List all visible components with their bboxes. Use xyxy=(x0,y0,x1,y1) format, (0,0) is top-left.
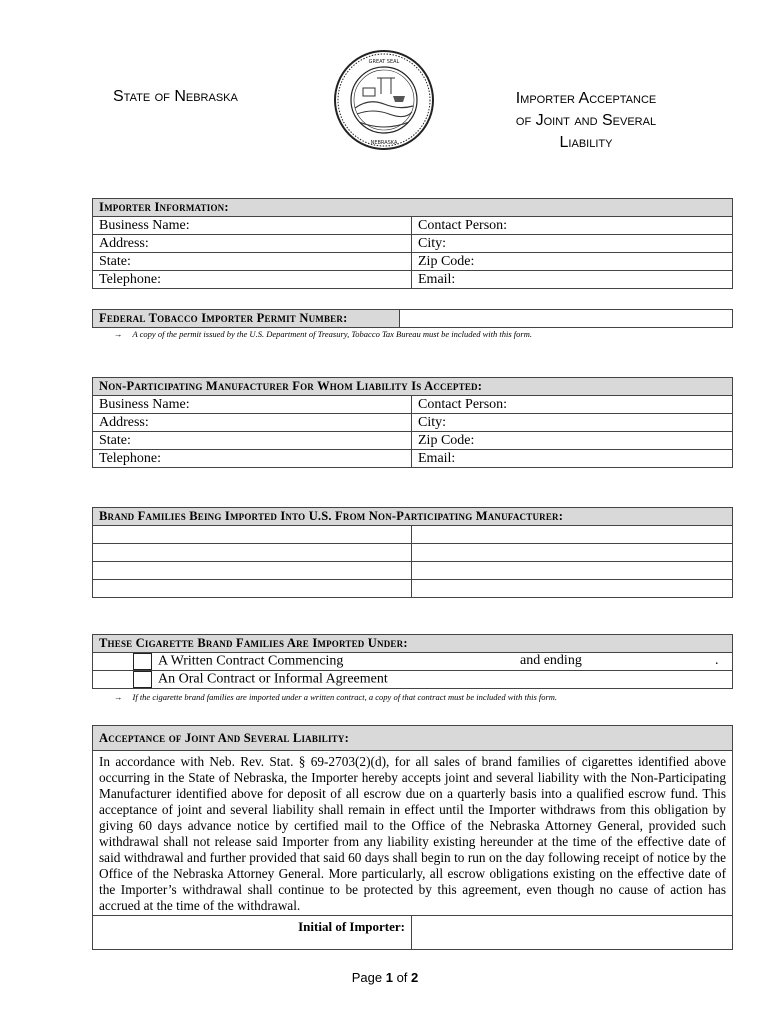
arrow-icon: → xyxy=(114,692,123,702)
npm-table xyxy=(92,377,733,468)
npm-address-field[interactable]: Address: xyxy=(93,414,412,432)
acceptance-table xyxy=(92,725,733,950)
brand-cell[interactable] xyxy=(412,544,733,562)
brand-cell[interactable] xyxy=(412,562,733,580)
brand-cell[interactable] xyxy=(412,526,733,544)
brand-cell[interactable] xyxy=(93,526,412,544)
brand-cell[interactable] xyxy=(93,562,412,580)
brand-cell[interactable] xyxy=(412,580,733,598)
nebraska-seal-icon xyxy=(333,48,435,152)
brand-cell[interactable] xyxy=(93,580,412,598)
oral-contract-row xyxy=(93,671,733,689)
imported-under-heading: These Cigarette Brand Families Are Imported Under: xyxy=(93,635,733,653)
initial-field[interactable] xyxy=(412,916,733,950)
contract-note-text: If the cigarette brand families are imported under a written contract, a copy of that contract must be included with this form. xyxy=(132,692,558,702)
page-total: 2 xyxy=(411,970,419,985)
svg-text:NEBRASKA: NEBRASKA xyxy=(370,140,398,146)
importer-contact-person-field[interactable]: Contact Person: xyxy=(412,217,733,235)
permit-table xyxy=(92,309,733,328)
written-contract-row xyxy=(93,653,733,671)
contract-note xyxy=(114,692,557,702)
importer-state-field[interactable]: State: xyxy=(93,253,412,271)
npm-heading: Non-Participating Manufacturer For Whom Liability Is Accepted: xyxy=(93,378,733,396)
arrow-icon: → xyxy=(114,329,123,339)
form-title-line1: Importer Acceptance xyxy=(515,90,657,107)
svg-text:GREAT SEAL: GREAT SEAL xyxy=(368,59,400,65)
page-number xyxy=(0,970,770,985)
importer-info-heading: Importer Information: xyxy=(93,199,733,217)
permit-number-field[interactable] xyxy=(400,310,733,328)
form-title-line3: Liability xyxy=(559,134,613,151)
permit-heading: Federal Tobacco Importer Permit Number: xyxy=(93,310,400,328)
npm-city-field[interactable]: City: xyxy=(412,414,733,432)
form-title-line2: of Joint and Several xyxy=(515,112,657,129)
npm-contact-person-field[interactable]: Contact Person: xyxy=(412,396,733,414)
npm-telephone-field[interactable]: Telephone: xyxy=(93,450,412,468)
importer-telephone-field[interactable]: Telephone: xyxy=(93,271,412,289)
written-contract-checkbox[interactable] xyxy=(133,653,152,670)
oral-contract-label: An Oral Contract or Informal Agreement xyxy=(158,671,388,687)
importer-business-name-field[interactable]: Business Name: xyxy=(93,217,412,235)
npm-business-name-field[interactable]: Business Name: xyxy=(93,396,412,414)
permit-note-text: A copy of the permit issued by the U.S. Department of Treasury, Tobacco Tax Bureau must be included with this form. xyxy=(132,329,532,339)
brands-heading: Brand Families Being Imported Into U.S. From Non-Participating Manufacturer: xyxy=(93,508,733,526)
importer-zip-field[interactable]: Zip Code: xyxy=(412,253,733,271)
importer-address-field[interactable]: Address: xyxy=(93,235,412,253)
npm-zip-field[interactable]: Zip Code: xyxy=(412,432,733,450)
npm-state-field[interactable]: State: xyxy=(93,432,412,450)
acceptance-body: In accordance with Neb. Rev. Stat. § 69-2703(2)(d), for all sales of brand families of cigarettes identified above occurring in the State of Nebraska, the Importer hereby accepts joint and several liability with the Non-Participating Manufacturer identified above for deposit of all escrow due on a quarterly basis into a qualified escrow fund. This acceptance of joint and several liability shall remain in effect until the Importer withdraws from this obligation by giving 60 days advance notice by certified mail to the Office of the Nebraska Attorney General, provided such withdrawal shall not release said Importer from any liability existing hereunder at the time of the effective date of said withdrawal and further provided that said 60 days shall begin to run on the day following receipt of notice by the Office of the Nebraska Attorney General. More particularly, all escrow obligations existing on the effective date of the Importer’s withdrawal shall continue to be protected by this agreement, even though no cause of action has accrued at the time of the withdrawal. xyxy=(93,751,733,916)
and-ending-label: and ending xyxy=(520,653,582,668)
permit-note xyxy=(114,329,532,339)
oral-contract-checkbox[interactable] xyxy=(133,671,152,688)
importer-city-field[interactable]: City: xyxy=(412,235,733,253)
brands-table xyxy=(92,507,733,598)
imported-under-table xyxy=(92,634,733,689)
initial-label: Initial of Importer: xyxy=(93,916,412,950)
importer-email-field[interactable]: Email: xyxy=(412,271,733,289)
page-current: 1 xyxy=(385,970,393,985)
page-of: of xyxy=(396,970,408,985)
period-mark: . xyxy=(715,653,719,668)
importer-info-table xyxy=(92,198,733,289)
state-title: State of Nebraska xyxy=(113,88,238,105)
brand-cell[interactable] xyxy=(93,544,412,562)
written-contract-label: A Written Contract Commencing xyxy=(158,653,344,669)
acceptance-heading: Acceptance of Joint And Several Liability: xyxy=(93,726,733,751)
npm-email-field[interactable]: Email: xyxy=(412,450,733,468)
form-title xyxy=(455,88,717,154)
page-word: Page xyxy=(351,970,383,985)
